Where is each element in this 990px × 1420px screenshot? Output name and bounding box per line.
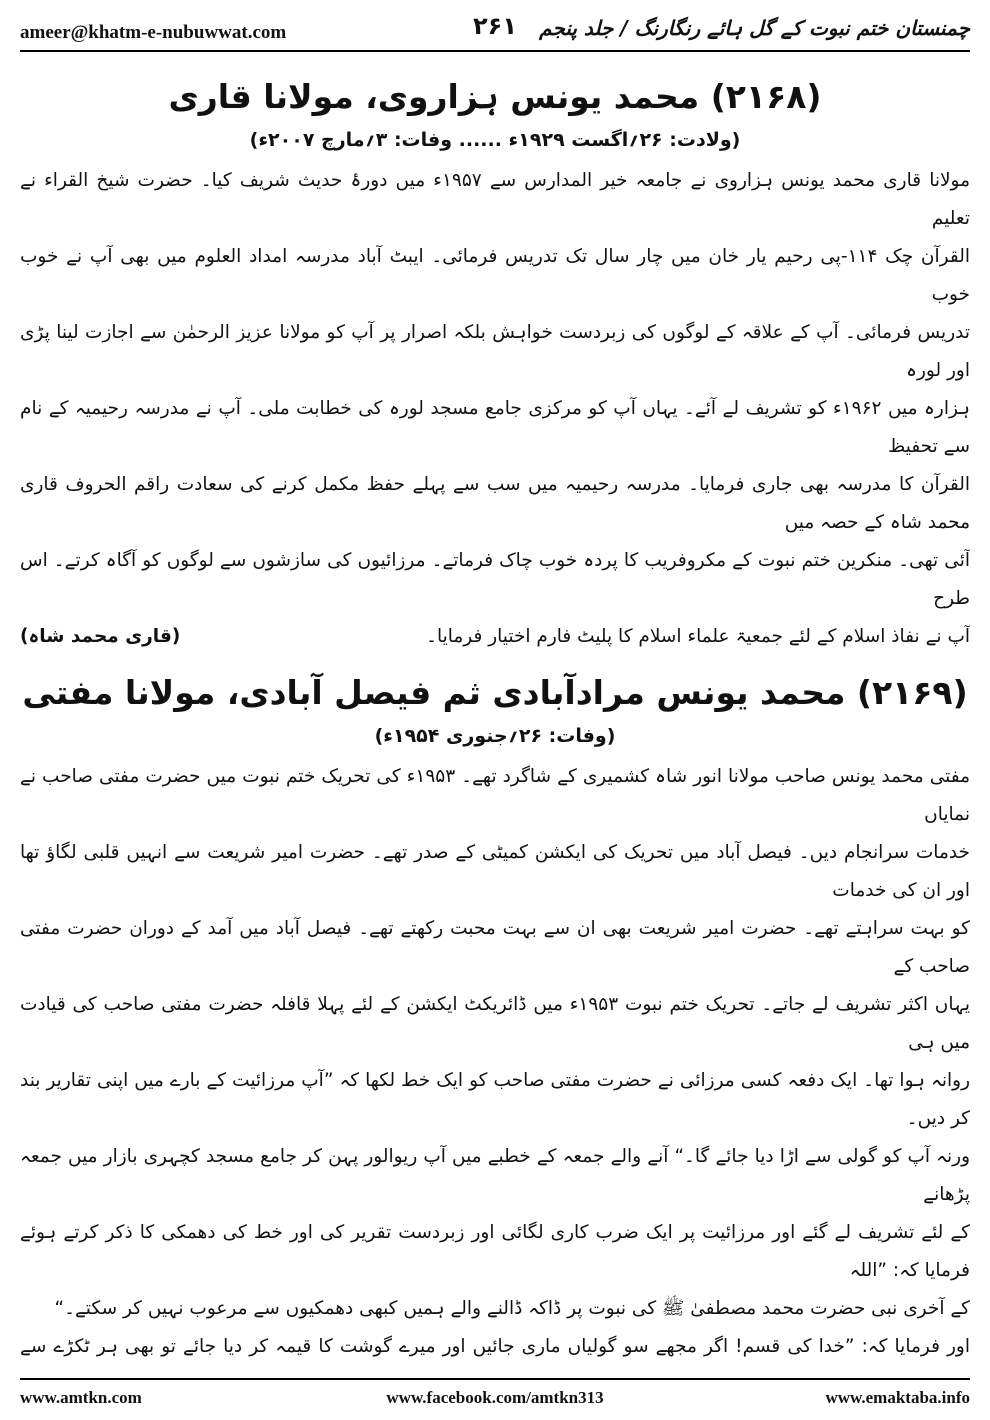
body-line: خدمات سرانجام دیں۔ فیصل آباد میں تحریک کی ایکشن کمیٹی کے صدر تھے۔ حضرت امیر شریعت سے انہیں قلبی لگاؤ تھا اور ان کی خدمات: [20, 842, 970, 901]
body-line: القرآن چک ۱۱۴-پی رحیم یار خان میں چار سال تک تدریس فرمائی۔ ایبٹ آباد مدرسہ امداد العلوم میں بھی آپ نے خوب خوب: [20, 246, 970, 305]
body-line: روانہ ہوا تھا۔ ایک دفعہ کسی مرزائی نے حضرت مفتی صاحب کو ایک خط لکھا کہ ”آپ مرزائیت کے بارے میں اپنی تقاریر بند کر دیں۔: [20, 1070, 970, 1129]
body-line: کو بہت سراہتے تھے۔ حضرت امیر شریعت بھی ان سے بہت محبت رکھتے تھے۔ فیصل آباد میں آمد کے دوران حضرت مفتی صاحب کے: [20, 918, 970, 977]
body-line: ورنہ آپ کو گولی سے اڑا دیا جائے گا۔“ آنے والے جمعہ کے خطبے میں آپ ریوالور پہن کر جامع مسجد کچہری بازار میں جمعہ پڑھانے: [20, 1146, 970, 1205]
page-number: ۲۶۱: [473, 12, 517, 40]
entry-dates: (ولادت: ۲۶؍اگست ۱۹۲۹ء ...... وفات: ۳؍مارچ ۲۰۰۷ء): [249, 129, 741, 151]
book-title: چمنستان ختم نبوت کے گل ہائے رنگارنگ / جلد پنجم: [539, 16, 970, 40]
body-line: کے آخری نبی حضرت محمد مصطفیٰ ﷺ کی نبوت پر ڈاکہ ڈالنے والے ہمیں کبھی دھمکیوں سے مرعوب نہیں کر سکتے۔“: [54, 1298, 970, 1319]
body-line: مفتی محمد یونس صاحب مولانا انور شاہ کشمیری کے شاگرد تھے۔ ۱۹۵۳ء کی تحریک ختم نبوت میں حضرت مفتی صاحب نے نمایاں: [20, 766, 970, 825]
body-line: ہزارہ میں ۱۹۶۲ء کو تشریف لے آئے۔ یہاں آپ کو مرکزی جامع مسجد لورہ کی خطابت ملی۔ آپ نے مدرسہ رحیمیہ کے نام سے تحفیظ: [20, 398, 970, 457]
footer-link-emaktaba[interactable]: www.emaktaba.info: [825, 1388, 970, 1407]
body-line: یہاں اکثر تشریف لے جاتے۔ تحریک ختم نبوت ۱۹۵۳ء میں ڈائریکٹ ایکشن کے لئے پہلا قافلہ حضرت مفتی صاحب کی قیادت میں ہی: [20, 994, 970, 1053]
header-email: ameer@khatm-e-nubuwwat.com: [20, 22, 287, 43]
author-signature: (قاری محمد شاہ): [20, 626, 181, 647]
entry-body: [20, 162, 970, 656]
footer-link-facebook[interactable]: www.facebook.com/amtkn313: [386, 1388, 604, 1407]
entry-dates: (وفات: ۲۶؍جنوری ۱۹۵۴ء): [374, 725, 616, 747]
body-line: القرآن کا مدرسہ بھی جاری فرمایا۔ مدرسہ رحیمیہ میں سب سے پہلے حفظ مکمل کرنے کی سعادت راقم الحروف قاری محمد شاہ کے حصہ میں: [20, 474, 970, 533]
page-header: [20, 8, 970, 52]
entry-title: (۲۱۶۸) محمد یونس ہزاروی، مولانا قاری: [168, 77, 822, 116]
page-footer: [20, 1378, 970, 1414]
footer-link-amtkn[interactable]: www.amtkn.com: [20, 1388, 142, 1407]
body-line: مولانا قاری محمد یونس ہزاروی نے جامعہ خیر المدارس سے ۱۹۵۷ء میں دورۂ حدیث شریف کیا۔ حضرت شیخ القراء نے تعلیم: [20, 170, 970, 229]
entry-title: (۲۱۶۹) محمد یونس مرادآبادی ثم فیصل آبادی، مولانا مفتی: [22, 673, 968, 712]
body-line: کے لئے تشریف لے گئے اور مرزائیت پر ایک ضرب کاری لگائی اور زبردست تقریر کی اور خط کی دھمکی کا ذکر کرتے ہوئے فرمایا کہ: ”اللہ: [20, 1222, 970, 1281]
entry-body: [20, 758, 970, 1374]
page-content: [20, 60, 970, 1374]
body-line: تدریس فرمائی۔ آپ کے علاقہ کے لوگوں کی زبردست خواہش بلکہ اصرار پر آپ کو مولانا عزیز الرحمٰن سے اجازت لینا پڑی اور لورہ: [20, 322, 970, 381]
body-line: آئی تھی۔ منکرین ختم نبوت کے مکروفریب کا پردہ خوب چاک فرماتے۔ مرزائیوں کی سازشوں سے لوگوں کو آگاہ کرتے۔ اس طرح: [20, 550, 970, 609]
body-last-line: [20, 618, 970, 656]
body-line: اور فرمایا کہ: ”خدا کی قسم! اگر مجھے سو گولیاں ماری جائیں اور میرے گوشت کا قیمہ کر دیا جائے تو بھی ہر ٹکڑے سے: [20, 1336, 970, 1357]
body-line: آپ نے نفاذ اسلام کے لئے جمعیۃ علماء اسلام کا پلیٹ فارم اختیار فرمایا۔: [426, 626, 970, 647]
